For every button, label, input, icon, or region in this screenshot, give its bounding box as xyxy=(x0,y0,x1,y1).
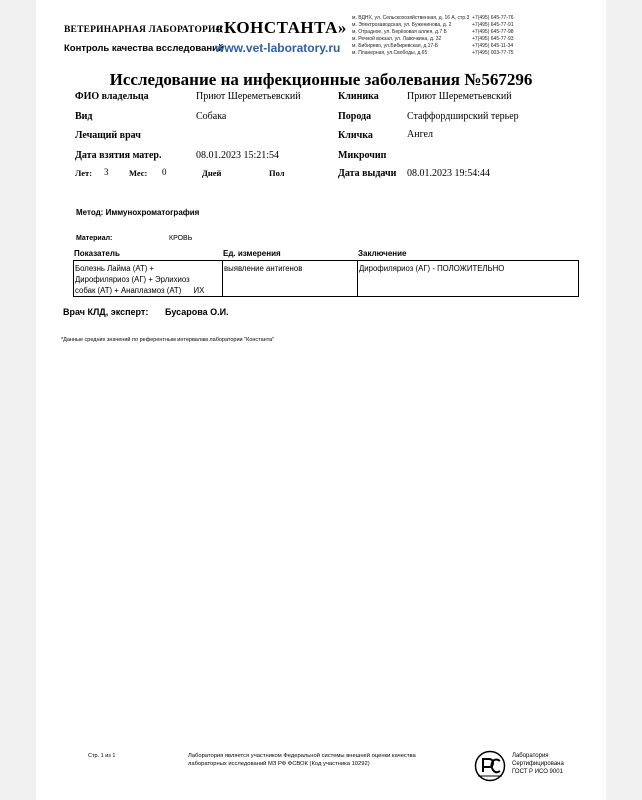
lab-brand: «КОНСТАНТА» xyxy=(215,18,347,37)
issue-date-label: Дата выдачи xyxy=(338,168,397,179)
address-item: м. Отрадное, ул. Берёзовая аллея, д.7 Б xyxy=(352,29,447,36)
certification-text xyxy=(512,752,564,776)
lab-quality-slogan: Контроль качества вcследований xyxy=(64,43,224,54)
unit-cell: выявление антигенов xyxy=(223,261,358,296)
fsvok-note-line: лабораторных исследований МЗ РФ ФСВОК (Код участника 10292) xyxy=(188,761,370,767)
indicator-method-suffix: ИХ xyxy=(193,286,205,295)
breed-value: Стаффордширский терьер xyxy=(407,111,519,122)
vet-label: Лечащий врач xyxy=(75,130,141,141)
doctor-name: Бусарова О.И. xyxy=(165,307,229,317)
phone-list xyxy=(472,15,514,58)
months-value: 0 xyxy=(162,167,167,177)
clinic-label: Клиника xyxy=(338,91,379,102)
indicator-line: собак (АТ) + Анаплазмоз (АТ) xyxy=(75,286,182,295)
doctor-label: Врач КЛД, эксперт: xyxy=(63,307,149,317)
species-value: Собака xyxy=(196,111,227,122)
address-item: м. Речной вокзал, ул. Лавочкина, д. 32 xyxy=(352,36,442,43)
lab-website-link[interactable]: www.vet-laboratory.ru xyxy=(215,41,341,55)
phone-item: +7(495) 645-11-34 xyxy=(472,43,514,50)
certification-line: ГОСТ Р ИСО 9001 xyxy=(512,769,563,775)
address-item: м. Планерная, ул.Свободы, д.65 xyxy=(352,50,428,57)
method-label: Метод: Иммунохроматография xyxy=(76,208,200,217)
address-item: м. Электрозаводская, ул. Буженинова, д. 2 xyxy=(352,22,452,29)
owner-value: Приют Шереметьевский xyxy=(196,91,301,102)
certification-line: Лаборатория xyxy=(512,753,549,759)
footnote: *Данные средних значений по референтным интервалам лаборатории "Константа" xyxy=(61,337,275,343)
sample-date-value: 08.01.2023 15:21:54 xyxy=(196,150,280,161)
nickname-value: Ангел xyxy=(407,129,433,140)
phone-item: +7(495) 003-77-75 xyxy=(472,50,514,57)
fsvok-note xyxy=(188,752,416,768)
phone-item: +7(495) 645-77-91 xyxy=(472,22,514,29)
indicator-cell xyxy=(74,261,223,296)
sample-date-label: Дата взятия матер. xyxy=(75,150,162,161)
address-item: м. ВДНХ, ул. Сельскохозяйственная, д. 16 А, стр.3 xyxy=(352,15,470,21)
conclusion-cell: Дирофиляриоз (АГ) - ПОЛОЖИТЕЛЬНО xyxy=(359,264,505,273)
indicator-line: Болезнь Лайма (АТ) + xyxy=(75,264,155,273)
clinic-value: Приют Шереметьевский xyxy=(407,91,512,102)
days-label: Дней xyxy=(202,168,222,178)
months-label: Мес: xyxy=(129,168,148,178)
page-number: Стр. 1 из 1 xyxy=(88,753,116,759)
indicator-last-line xyxy=(75,285,221,296)
report-title: Исследование на инфекционные заболевания №567296 xyxy=(109,70,533,89)
lab-name: ВЕТЕРИНАРНАЯ ЛАБОРАТОРИЯ xyxy=(64,25,223,35)
material-value: КРОВЬ xyxy=(169,235,193,242)
phone-item: +7(495) 645-77-93 xyxy=(472,36,514,43)
material-label: Материал: xyxy=(76,235,113,242)
issue-date-value: 08.01.2023 19:54:44 xyxy=(407,168,491,179)
microchip-label: Микрочип xyxy=(338,150,387,161)
address-list xyxy=(352,15,469,58)
phone-item: +7(495) 645-77-98 xyxy=(472,29,514,36)
fsvok-note-line: Лаборатория является участником Федеральной системы внешней оценки качества xyxy=(188,753,416,759)
nickname-label: Кличка xyxy=(338,130,373,141)
breed-label: Порода xyxy=(338,111,372,122)
report-page xyxy=(36,0,606,800)
phone-item: +7(495) 645-77-76 xyxy=(472,15,514,21)
address-item: м. Бибирево, ул.Бибиревская, д.17-Б xyxy=(352,43,439,50)
years-label: Лет: xyxy=(75,168,93,178)
column-header-indicator: Показатель xyxy=(74,249,120,258)
certification-line: Сертифицирована xyxy=(512,761,564,767)
owner-label: ФИО владельца xyxy=(75,91,149,102)
results-table xyxy=(73,260,579,297)
species-label: Вид xyxy=(75,111,93,122)
certification-logo-icon xyxy=(474,750,506,782)
indicator-line: Дирофиляриоз (АГ) + Эрлихиоз xyxy=(75,275,190,284)
sex-label: Пол xyxy=(269,168,285,178)
years-value: 3 xyxy=(104,167,109,177)
column-header-conclusion: Заключение xyxy=(358,249,407,258)
column-header-unit: Ед. измерения xyxy=(223,249,281,258)
